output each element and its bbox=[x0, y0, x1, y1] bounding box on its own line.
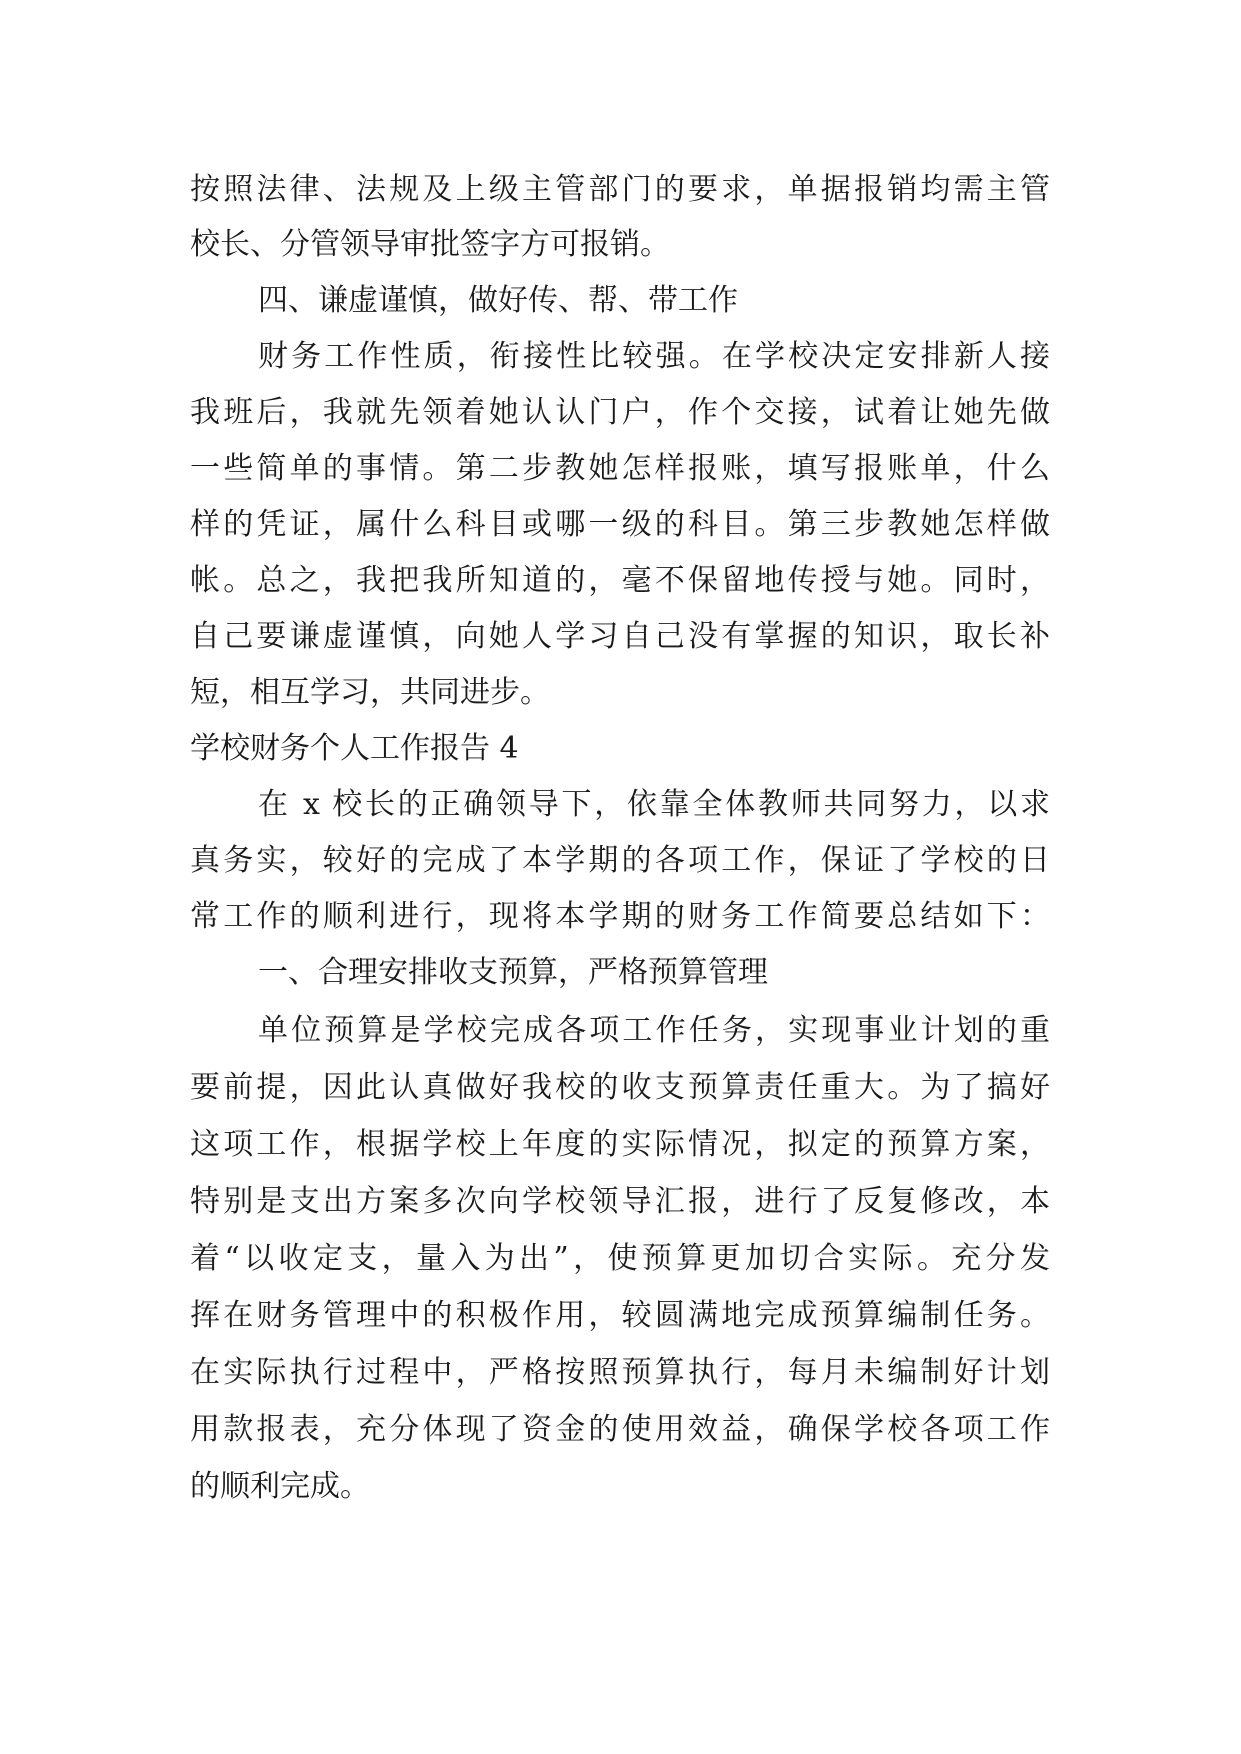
paragraph-line: 帐。总之，我把我所知道的，毫不保留地传授与她。同时， bbox=[190, 563, 1050, 598]
paragraph-line: 一些简单的事情。第二步教她怎样报账，填写报账单，什么 bbox=[190, 451, 1050, 486]
paragraph-line: 校长、分管领导审批签字方可报销。 bbox=[190, 227, 670, 262]
paragraph-line: 短，相互学习，共同进步。 bbox=[190, 675, 550, 710]
paragraph-line: 真务实，较好的完成了本学期的各项工作，保证了学校的日 bbox=[190, 843, 1050, 878]
paragraph-line: 财务工作性质，衔接性比较强。在学校决定安排新人接 bbox=[258, 339, 1050, 374]
paragraph-line: 常工作的顺利进行，现将本学期的财务工作简要总结如下： bbox=[190, 899, 1050, 934]
section-heading: 四、谦虚谨慎，做好传、帮、带工作 bbox=[258, 283, 738, 318]
paragraph-line: 样的凭证，属什么科目或哪一级的科目。第三步教她怎样做 bbox=[190, 507, 1050, 542]
paragraph-line: 挥在财务管理中的积极作用，较圆满地完成预算编制任务。 bbox=[190, 1298, 1050, 1333]
paragraph-line: 我班后，我就先领着她认认门户，作个交接，试着让她先做 bbox=[190, 395, 1050, 430]
paragraph-line: 在实际执行过程中，严格按照预算执行，每月未编制好计划 bbox=[190, 1355, 1050, 1390]
paragraph-line: 用款报表，充分体现了资金的使用效益，确保学校各项工作 bbox=[190, 1412, 1050, 1447]
paragraph-line: 的顺利完成。 bbox=[190, 1469, 370, 1504]
section-heading: 一、合理安排收支预算，严格预算管理 bbox=[258, 955, 768, 990]
paragraph-line: 要前提，因此认真做好我校的收支预算责任重大。为了搞好 bbox=[190, 1070, 1050, 1105]
paragraph-line: 这项工作，根据学校上年度的实际情况，拟定的预算方案， bbox=[190, 1127, 1050, 1162]
report-title: 学校财务个人工作报告 4 bbox=[190, 731, 519, 766]
paragraph-line: 按照法律、法规及上级主管部门的要求，单据报销均需主管 bbox=[190, 172, 1050, 207]
paragraph-line: 单位预算是学校完成各项工作任务，实现事业计划的重 bbox=[258, 1013, 1050, 1048]
paragraph-line: 特别是支出方案多次向学校领导汇报，进行了反复修改，本 bbox=[190, 1184, 1050, 1219]
paragraph-line: 在 x 校长的正确领导下，依靠全体教师共同努力，以求 bbox=[258, 787, 1050, 822]
paragraph-line: 着“以收定支，量入为出”，使预算更加切合实际。充分发 bbox=[190, 1241, 1050, 1276]
paragraph-line: 自己要谦虚谨慎，向她人学习自己没有掌握的知识，取长补 bbox=[190, 619, 1050, 654]
